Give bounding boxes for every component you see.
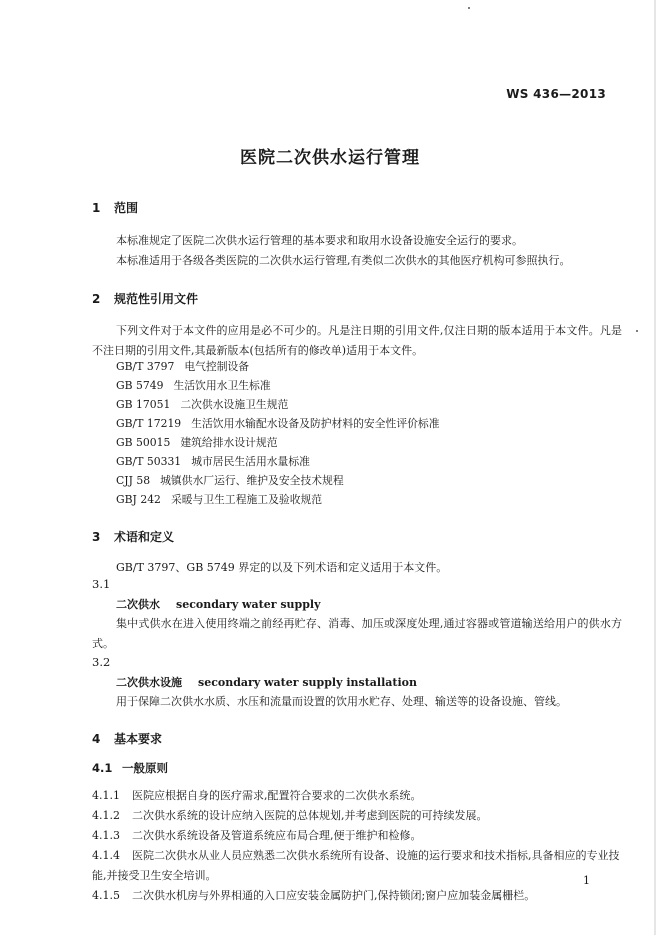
clause bbox=[92, 826, 624, 846]
paragraph: 下列文件对于本文件的应用是必不可少的。凡是注日期的引用文件,仅注日期的版本适用于本文件。凡是不注日期的引用文件,其最新版本(包括所有的修改单)适用于本文件。 bbox=[92, 324, 622, 357]
reference-item bbox=[116, 397, 288, 412]
term-definition: 集中式供水在进入使用终端之前经再贮存、消毒、加压或深度处理,通过容器或管道输送给用户的供水方式。 bbox=[92, 617, 622, 650]
reference-name: 电气控制设备 bbox=[184, 360, 250, 373]
section-title: 基本要求 bbox=[114, 732, 163, 746]
term-definition: 用于保障二次供水水质、水压和流量而设置的饮用水贮存、处理、输送等的设备设施、管线。 bbox=[116, 695, 567, 708]
term-cn: 二次供水 bbox=[116, 598, 160, 611]
section-2-heading bbox=[92, 290, 198, 307]
standard-code: WS 436—2013 bbox=[506, 87, 606, 101]
reference-code: GB 50015 bbox=[116, 436, 171, 449]
reference-code: GB 5749 bbox=[116, 379, 164, 392]
page-number: 1 bbox=[583, 874, 590, 887]
document-title: 医院二次供水运行管理 bbox=[240, 148, 420, 168]
paragraph: 本标准适用于各级各类医院的二次供水运行管理,有类似二次供水的其他医疗机构可参照执行。 bbox=[116, 254, 571, 267]
reference-item bbox=[116, 378, 271, 393]
paragraph: GB/T 3797、GB 5749 界定的以及下列术语和定义适用于本文件。 bbox=[116, 561, 448, 574]
reference-item bbox=[116, 359, 249, 374]
section-3-heading bbox=[92, 528, 174, 545]
reference-name: 二次供水设施卫生规范 bbox=[180, 398, 289, 411]
reference-item bbox=[116, 435, 278, 450]
reference-code: GB/T 50331 bbox=[116, 455, 182, 468]
reference-name: 采暖与卫生工程施工及验收规范 bbox=[170, 493, 323, 506]
subsection-heading bbox=[92, 760, 168, 776]
scan-speck bbox=[636, 330, 638, 332]
reference-item bbox=[116, 416, 440, 431]
term-en: secondary water supply installation bbox=[198, 676, 417, 689]
section-title: 规范性引用文件 bbox=[114, 292, 199, 306]
term-number: 3.2 bbox=[92, 655, 111, 669]
section-number: 1 bbox=[92, 201, 101, 215]
section-4-heading bbox=[92, 730, 162, 747]
clause-text: 医院二次供水从业人员应熟悉二次供水系统所有设备、设施的运行要求和技术指标,具备相应的专业技能,并接受卫生安全培训。 bbox=[92, 849, 620, 882]
reference-name: 生活饮用水输配水设备及防护材料的安全性评价标准 bbox=[191, 417, 440, 430]
reference-code: GB 17051 bbox=[116, 398, 171, 411]
reference-name: 城镇供水厂运行、维护及安全技术规程 bbox=[160, 474, 344, 487]
clause-number: 4.1.4 bbox=[92, 849, 120, 862]
reference-name: 生活饮用水卫生标准 bbox=[173, 379, 271, 392]
clause-number: 4.1.3 bbox=[92, 829, 120, 842]
scan-edge bbox=[654, 0, 656, 935]
reference-item bbox=[116, 492, 322, 507]
section-number: 2 bbox=[92, 292, 101, 306]
reference-code: GB/T 3797 bbox=[116, 360, 175, 373]
reference-code: GBJ 242 bbox=[116, 493, 161, 506]
clause-number: 4.1.5 bbox=[92, 889, 120, 902]
subsection-number: 4.1 bbox=[92, 761, 113, 775]
reference-name: 建筑给排水设计规范 bbox=[180, 436, 278, 449]
section-title: 范围 bbox=[114, 201, 139, 215]
term-heading bbox=[116, 596, 321, 612]
clause-number: 4.1.1 bbox=[92, 789, 120, 802]
clause-number: 4.1.2 bbox=[92, 809, 120, 822]
section-number: 4 bbox=[92, 732, 101, 746]
reference-code: GB/T 17219 bbox=[116, 417, 182, 430]
clause-text: 二次供水机房与外界相通的入口应安装金属防护门,保持锁闭;窗户应加装金属栅栏。 bbox=[132, 889, 536, 902]
term-heading bbox=[116, 674, 417, 690]
term-cn: 二次供水设施 bbox=[116, 676, 182, 689]
section-1-heading bbox=[92, 199, 138, 216]
paragraph: 本标准规定了医院二次供水运行管理的基本要求和取用水设备设施安全运行的要求。 bbox=[116, 234, 523, 247]
section-number: 3 bbox=[92, 530, 101, 544]
scan-speck bbox=[468, 7, 470, 9]
clause-text: 医院应根据自身的医疗需求,配置符合要求的二次供水系统。 bbox=[132, 789, 422, 802]
subsection-title: 一般原则 bbox=[122, 761, 168, 775]
reference-item bbox=[116, 454, 310, 469]
clause bbox=[92, 806, 624, 826]
reference-name: 城市居民生活用水量标准 bbox=[191, 455, 310, 468]
reference-item bbox=[116, 473, 344, 488]
reference-code: CJJ 58 bbox=[116, 474, 151, 487]
term-number: 3.1 bbox=[92, 577, 111, 591]
clause bbox=[92, 786, 624, 806]
clause bbox=[92, 886, 624, 906]
clause-text: 二次供水系统的设计应纳入医院的总体规划,并考虑到医院的可持续发展。 bbox=[132, 809, 488, 822]
clause-text: 二次供水系统设备及管道系统应布局合理,便于维护和检修。 bbox=[132, 829, 422, 842]
clause bbox=[92, 846, 624, 886]
term-en: secondary water supply bbox=[176, 598, 321, 611]
section-title: 术语和定义 bbox=[114, 530, 175, 544]
